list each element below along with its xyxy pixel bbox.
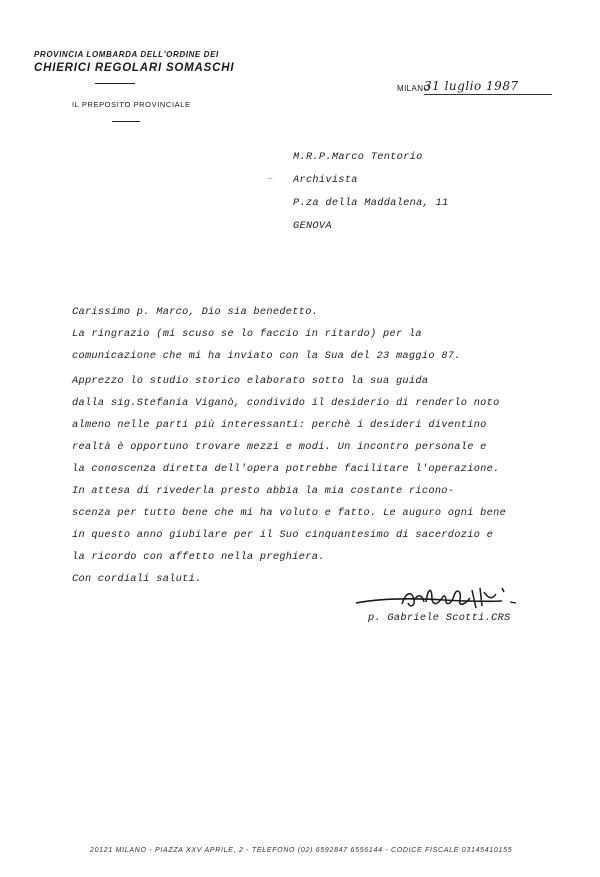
body-line: la conoscenza diretta dell'opera potrebbe facilitare l'operazione. [72,463,500,475]
letterhead-divider [95,83,135,84]
signature-name: p. Gabriele Scotti.CRS [368,612,511,624]
body-line: comunicazione che mi ha inviato con la Sua del 23 maggio 87. [72,350,461,362]
body-line: realtà è opportuno trovare mezzi e modi. Un incontro personale e [72,441,487,453]
recipient-title: Archivista [293,174,358,186]
body-line: in questo anno giubilare per il Suo cinquantesimo di sacerdozio e [72,529,494,541]
body-line: In attesa di rivederla presto abbia la mia costante ricono- [72,485,455,497]
letterhead-office: IL PREPOSITO PROVINCIALE [72,100,191,109]
recipient-street: P.za della Maddalena, 11 [293,197,449,209]
letterhead-order: CHIERICI REGOLARI SOMASCHI [34,62,235,74]
paper-mark: – [268,174,273,183]
letterhead-province: PROVINCIA LOMBARDA DELL'ORDINE DEI [34,50,219,59]
recipient-city: GENOVA [293,220,332,232]
salutation: Carissimo p. Marco, Dio sia benedetto. [72,306,319,318]
letterhead-footer: 20121 MILANO - PIAZZA XXV APRILE, 2 - TELEFONO (02) 6592847 6556144 - CODICE FISCALE 03145410155 [90,847,513,854]
date-handwritten: 31 luglio 1987 [424,79,519,93]
body-line: La ringrazio (mi scuso se lo faccio in ritardo) per la [72,328,422,340]
recipient-name: M.R.P.Marco Tentorio [293,151,423,163]
body-line: Con cordiali saluti. [72,573,202,585]
body-line: la ricordo con affetto nella preghiera. [72,551,325,563]
body-line: almeno nelle parti più interessanti: perchè i desideri diventino [72,419,487,431]
date-city: MILANO [397,84,431,93]
body-line: dalla sig.Stefania Viganò, condivido il desiderio di renderlo noto [72,397,500,409]
office-divider [112,121,140,122]
body-line: scenza per tutto bene che mi ha voluto e fatto. Le auguro ogni bene [72,507,507,519]
date-underline [424,94,552,95]
body-line: Apprezzo lo studio storico elaborato sotto la sua guida [72,375,429,387]
